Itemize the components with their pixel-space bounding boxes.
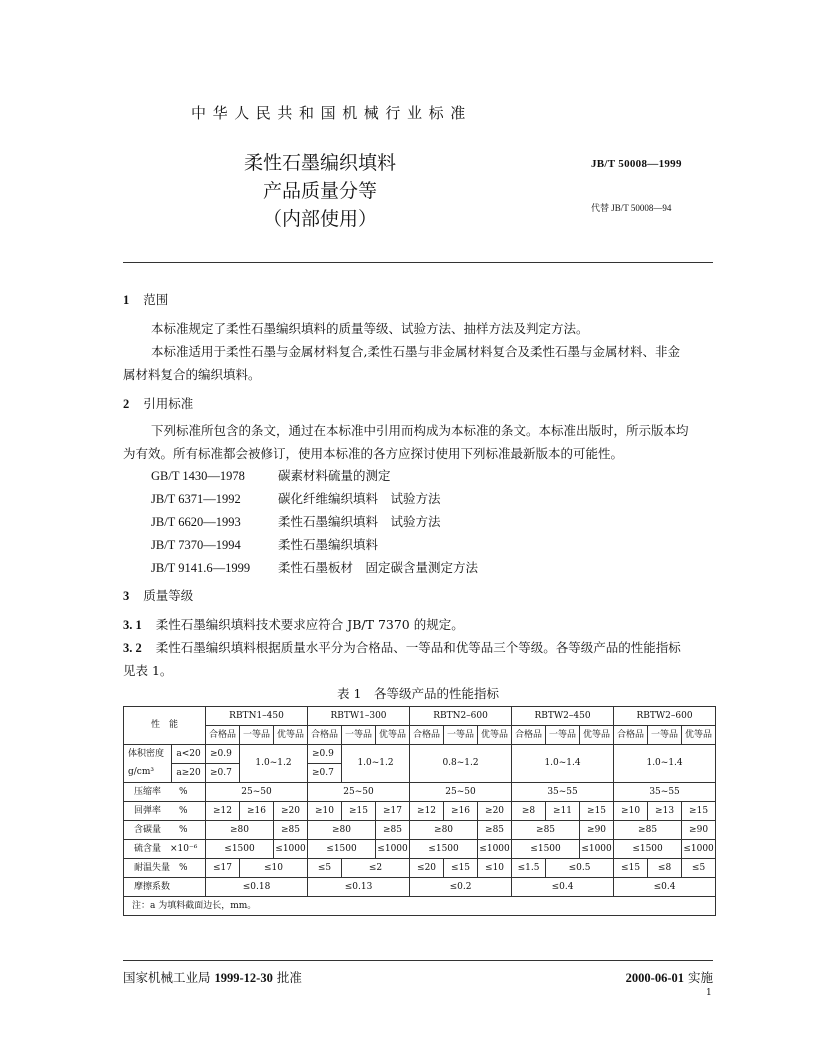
document-title-line-3: （内部使用） [262,208,377,230]
table-cell: ≤1000 [580,840,614,859]
table-row-carbon [124,821,716,840]
reference-code: JB/T 6371—1992 [151,492,241,506]
row-label: 耐温失量 % [124,859,206,878]
table-cell: ≥0.9 [308,745,342,764]
table-cell: ≤0.4 [512,878,614,897]
table-cell: 1.0~1.4 [512,745,614,783]
performance-table [123,706,716,916]
reference-item [151,489,441,507]
model-header: RBTW2–450 [512,707,614,726]
table-cell: ≥20 [274,802,308,821]
table-cell: 25~50 [410,783,512,802]
table-cell: ≤1.5 [512,859,546,878]
table-cell: ≤10 [478,859,512,878]
table-cell: ≥20 [478,802,512,821]
grade-header: 合格品 [512,726,546,745]
table-cell: ≤15 [614,859,648,878]
table-cell: ≥16 [240,802,274,821]
table-cell: ≤0.13 [308,878,410,897]
table-cell: ≥12 [410,802,444,821]
table-cell: ≤1500 [206,840,274,859]
table-note: 注：a 为填料截面边长，mm。 [124,897,716,916]
model-header: RBTN1–450 [206,707,308,726]
standard-number: JB/T 50008—1999 [591,158,682,170]
table-row-sulfur [124,840,716,859]
implementation-line [560,968,713,986]
reference-item [151,512,441,530]
table-cell: ≥0.7 [308,764,342,783]
reference-code: JB/T 6620—1993 [151,515,241,529]
reference-code: JB/T 7370—1994 [151,538,241,552]
table-cell: ≤2 [342,859,410,878]
table-cell: 1.0~1.2 [342,745,410,783]
table-cell: ≥10 [308,802,342,821]
reference-code: GB/T 1430—1978 [151,469,245,483]
row-label: 摩擦系数 [124,878,206,897]
section-2-para-1a: 下列标准所包含的条文，通过在本标准中引用而构成为本标准的条文。本标准出版时，所示版本均 [151,423,689,438]
table-cell: ≤0.2 [410,878,512,897]
table-row-note [124,897,716,916]
table-cell: ≤1000 [376,840,410,859]
table-cell: ≥16 [444,802,478,821]
grade-header: 合格品 [410,726,444,745]
replaces-standard: 代替 JB/T 50008—94 [591,203,672,213]
table-row-density-a [124,745,716,764]
grade-header: 优等品 [478,726,512,745]
table-cell: ≤10 [240,859,308,878]
reference-item [151,558,478,576]
table-cell: ≤0.18 [206,878,308,897]
table-cell: ≥80 [410,821,478,840]
grade-header: 合格品 [308,726,342,745]
table-header-grades [124,726,716,745]
table-cell: ≤17 [206,859,240,878]
table-cell: 35~55 [512,783,614,802]
table-row-friction [124,878,716,897]
reference-name: 碳化纤维编织填料 试验方法 [278,491,441,506]
reference-name: 柔性石墨编织填料 [278,537,379,552]
reference-item [151,466,391,484]
table-cell: ≥90 [682,821,716,840]
section-2-para-1b: 为有效。所有标准都会被修订，使用本标准的各方应探讨使用下列标准最新版本的可能性。 [123,446,624,461]
reference-name: 柔性石墨编织填料 试验方法 [278,514,441,529]
grade-header: 一等品 [240,726,274,745]
corner-cell: 性 能 [124,707,206,745]
table-cell: ≥15 [342,802,376,821]
row-label: 硫含量 ×10⁻⁶ [124,840,206,859]
grade-header: 一等品 [342,726,376,745]
reference-name: 碳素材料硫量的测定 [278,468,391,483]
row-label: 压缩率 % [124,783,206,802]
section-3-1: 3. 1 柔性石墨编织填料技术要求应符合 JB/T 7370 的规定。 [123,617,464,632]
table-cell: ≥90 [580,821,614,840]
section-1-para-2b: 属材料复合的编织填料。 [123,367,261,382]
table-cell: ≤0.5 [546,859,614,878]
issuing-agency: 中华人民共和国机械行业标准 [191,104,472,122]
table-cell: ≥12 [206,802,240,821]
density-label: 体积密度 [124,745,172,764]
page-number: 1 [706,988,712,998]
table-cell: ≥85 [478,821,512,840]
table-row-heat-loss [124,859,716,878]
table-row-compression [124,783,716,802]
table-cell: ≥80 [206,821,274,840]
table-caption: 表 1 各等级产品的性能指标 [337,686,499,701]
section-3-2-cont: 见表 1。 [123,663,173,678]
reference-name: 柔性石墨板材 固定碳含量测定方法 [278,560,479,575]
document-title-line-1: 柔性石墨编织填料 [243,152,396,174]
approve-word: 批准 [276,970,302,985]
table-cell: ≤0.4 [614,878,716,897]
table-cell: ≤1500 [308,840,376,859]
table-cell: 1.0~1.4 [614,745,716,783]
table-cell: ≥13 [648,802,682,821]
row-label: 回弹率 % [124,802,206,821]
density-unit: g/cm³ [124,764,172,783]
table-cell: ≤5 [682,859,716,878]
table-cell: ≤1500 [410,840,478,859]
table-cell: 35~55 [614,783,716,802]
table-cell: ≤5 [308,859,342,878]
table-row-rebound [124,802,716,821]
table-cell: ≥85 [512,821,580,840]
reference-code: JB/T 9141.6—1999 [151,561,251,575]
section-3-heading: 3 质量等级 [123,588,194,603]
grade-header: 优等品 [580,726,614,745]
section-1-para-2a: 本标准适用于柔性石墨与金属材料复合,柔性石墨与非金属材料复合及柔性石墨与金属材料、非金 [151,344,680,359]
grade-header: 一等品 [648,726,682,745]
table-cell: ≥0.9 [206,745,240,764]
grade-header: 合格品 [614,726,648,745]
table-cell: ≤15 [444,859,478,878]
implementation-date: 2000-06-01 [625,971,684,985]
section-1-para-1: 本标准规定了柔性石墨编织填料的质量等级、试验方法、抽样方法及判定方法。 [151,321,589,336]
table-cell: ≥85 [376,821,410,840]
grade-header: 优等品 [274,726,308,745]
section-3-2: 3. 2 柔性石墨编织填料根据质量水平分为合格品、一等品和优等品三个等级。各等级产品的性能指标 [123,640,681,655]
footer-divider [123,960,713,961]
section-2-heading: 2 引用标准 [123,396,194,411]
table-cell: ≤1000 [478,840,512,859]
row-label: 含碳量 % [124,821,206,840]
table-cell: ≥85 [274,821,308,840]
issuer: 国家机械工业局 [123,970,211,985]
grade-header: 一等品 [444,726,478,745]
table-cell: ≥10 [614,802,648,821]
table-cell: ≥0.7 [206,764,240,783]
grade-header: 优等品 [376,726,410,745]
model-header: RBTW1–300 [308,707,410,726]
header-divider [123,262,713,263]
table-cell: 25~50 [206,783,308,802]
table-cell: ≥15 [682,802,716,821]
table-cell: ≤1000 [274,840,308,859]
approve-date: 1999-12-30 [214,971,273,985]
table-cell: ≤8 [648,859,682,878]
model-header: RBTW2–600 [614,707,716,726]
table-header-models [124,707,716,726]
table-cell: 25~50 [308,783,410,802]
table-cell: ≥8 [512,802,546,821]
table-cell: ≥85 [614,821,682,840]
table-cell: ≥11 [546,802,580,821]
grade-header: 一等品 [546,726,580,745]
reference-item [151,535,378,553]
table-cell: 1.0~1.2 [240,745,308,783]
grade-header: 优等品 [682,726,716,745]
model-header: RBTN2–600 [410,707,512,726]
table-cell: ≥15 [580,802,614,821]
grade-header: 合格品 [206,726,240,745]
table-cell: 0.8~1.2 [410,745,512,783]
table-cell: ≤1500 [614,840,682,859]
density-condition: a≥20 [172,764,206,783]
implementation-word: 实施 [687,970,713,985]
approval-line [123,968,302,986]
density-condition: a<20 [172,745,206,764]
table-cell: ≤20 [410,859,444,878]
document-title-line-2: 产品质量分等 [262,180,377,202]
table-cell: ≤1500 [512,840,580,859]
table-cell: ≥17 [376,802,410,821]
table-cell: ≥80 [308,821,376,840]
table-cell: ≤1000 [682,840,716,859]
section-1-heading: 1 范围 [123,292,169,307]
